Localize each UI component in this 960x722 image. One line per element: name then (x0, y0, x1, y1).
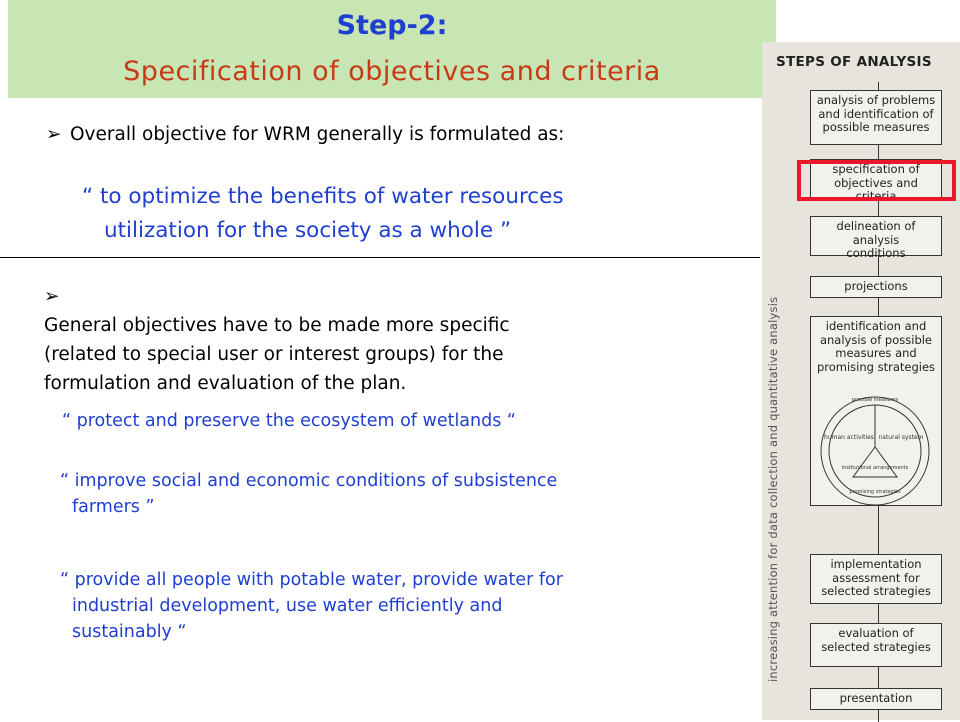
cycle-label-bottom: promising strategies (849, 489, 901, 495)
flow-step-evaluation: evaluation of selected strategies (810, 623, 942, 667)
flowchart-heading: STEPS OF ANALYSIS (776, 54, 932, 70)
strategy-cycle-diagram (815, 391, 935, 509)
flow-step-implementation: implementation assessment for selected strategies (810, 554, 942, 604)
flowchart-side-label: increasing attention for data collection and quantitative analysis (766, 296, 780, 682)
step-subtitle: Specification of objectives and criteria (123, 56, 661, 87)
bullet-general-objectives (44, 282, 724, 398)
cycle-label-right: natural system (878, 434, 924, 441)
flow-step-specification: specification of objectives and criteria (810, 159, 942, 198)
example-objective-water: “ provide all people with potable water, provide water for industrial development, use water efficiently and sustainably “ (60, 570, 563, 642)
flow-step-projections: projections (810, 276, 942, 298)
bullet-line: (related to special user or interest groups) for the (44, 344, 504, 365)
bullet-text: Overall objective for WRM generally is formulated as: (70, 124, 565, 145)
cycle-label-top: possible measures (851, 397, 899, 403)
main-objective-quote (82, 180, 564, 248)
steps-flowchart (762, 42, 960, 720)
flow-step-delineation: delineation of analysis conditions (810, 216, 942, 256)
arrow-bullet-icon: ➢ (44, 286, 60, 307)
example-objective-wetlands: “ protect and preserve the ecosystem of wetlands “ (62, 411, 516, 431)
flow-step-identification: identification and analysis of possible measures and promising strategies possible measures human activities natural system institutional arrangements promising strategies (810, 316, 942, 506)
bullet-overall-objective (46, 120, 564, 149)
bullet-line: ➢ General objectives have to be made more specific (44, 282, 724, 340)
cycle-label-left: human activities (824, 434, 874, 441)
current-step-highlight (797, 160, 956, 201)
flow-step-analysis: analysis of problems and identification of possible measures (810, 90, 942, 145)
step-title: Step-2: (336, 10, 448, 41)
arrow-bullet-icon: ➢ (46, 124, 62, 145)
title-band (8, 0, 776, 98)
flow-step-presentation: presentation (810, 688, 942, 710)
divider (0, 257, 760, 258)
cycle-label-center: institutional arrangements (841, 465, 909, 471)
example-objective-farmers: “ improve social and economic conditions of subsistence farmers ” (60, 471, 558, 517)
quote-line: “ to optimize the benefits of water resources (82, 184, 564, 209)
bullet-line: formulation and evaluation of the plan. (44, 373, 407, 394)
quote-line: utilization for the society as a whole ” (104, 218, 512, 243)
